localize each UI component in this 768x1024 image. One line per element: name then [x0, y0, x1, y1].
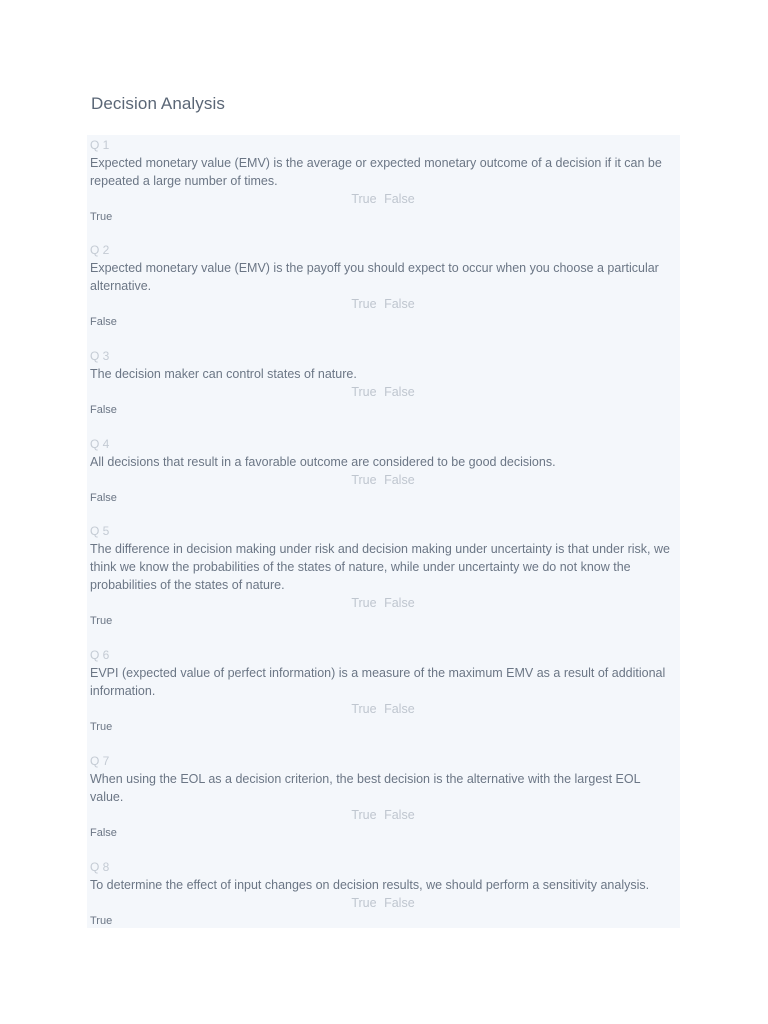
choice-group: [90, 806, 676, 824]
choice-false[interactable]: False: [384, 596, 415, 610]
answer-label: False: [90, 827, 117, 839]
question-item: [90, 242, 676, 330]
choice-true[interactable]: True: [351, 473, 377, 487]
choice-true[interactable]: True: [351, 297, 377, 311]
choice-group: [90, 594, 676, 612]
choice-false[interactable]: False: [384, 808, 415, 822]
question-text: When using the EOL as a decision criterion, the best decision is the alternative with the largest EOL value.: [90, 772, 641, 804]
choice-true[interactable]: True: [351, 192, 377, 206]
choice-group: [90, 471, 676, 489]
question-item: [90, 753, 676, 841]
choice-true[interactable]: True: [351, 702, 377, 716]
question-text: Expected monetary value (EMV) is the payoff you should expect to occur when you choose a particular alternative.: [90, 261, 659, 293]
question-number: Q 8: [90, 860, 110, 874]
question-text: All decisions that result in a favorable outcome are considered to be good decisions.: [90, 455, 556, 469]
question-item: [90, 647, 676, 735]
answer-label: True: [90, 915, 113, 927]
question-number: Q 3: [90, 349, 110, 363]
quiz-panel: [87, 135, 680, 928]
question-item: [90, 348, 676, 418]
answer-label: False: [90, 492, 117, 504]
answer-label: True: [90, 721, 113, 733]
choice-group: [90, 295, 676, 313]
choice-group: [90, 894, 676, 912]
choice-false[interactable]: False: [384, 702, 415, 716]
question-text: The decision maker can control states of nature.: [90, 367, 357, 381]
answer-label: False: [90, 316, 117, 328]
choice-true[interactable]: True: [351, 896, 377, 910]
choice-group: [90, 383, 676, 401]
question-text: The difference in decision making under risk and decision making under uncertainty is that under risk, we think we know the probabilities of the states of nature, while under uncertainty we do not know the probabilities of the states of nature.: [90, 542, 670, 592]
question-number: Q 2: [90, 243, 110, 257]
choice-false[interactable]: False: [384, 473, 415, 487]
question-number: Q 7: [90, 754, 110, 768]
choice-group: [90, 700, 676, 718]
choice-group: [90, 190, 676, 208]
answer-label: False: [90, 404, 117, 416]
answer-label: True: [90, 615, 113, 627]
choice-true[interactable]: True: [351, 596, 377, 610]
choice-false[interactable]: False: [384, 896, 415, 910]
question-item: [90, 523, 676, 629]
choice-false[interactable]: False: [384, 297, 415, 311]
question-item: [90, 436, 676, 506]
choice-false[interactable]: False: [384, 192, 415, 206]
choice-true[interactable]: True: [351, 385, 377, 399]
question-item: [90, 859, 676, 929]
question-number: Q 4: [90, 437, 110, 451]
question-item: [90, 137, 676, 225]
question-text: To determine the effect of input changes on decision results, we should perform a sensitivity analysis.: [90, 878, 650, 892]
choice-true[interactable]: True: [351, 808, 377, 822]
page-title: Decision Analysis: [91, 94, 225, 113]
choice-false[interactable]: False: [384, 385, 415, 399]
question-text: Expected monetary value (EMV) is the average or expected monetary outcome of a decision if it can be repeated a large number of times.: [90, 156, 662, 188]
answer-label: True: [90, 211, 113, 223]
question-number: Q 1: [90, 138, 110, 152]
question-number: Q 6: [90, 648, 110, 662]
question-text: EVPI (expected value of perfect information) is a measure of the maximum EMV as a result of additional information.: [90, 666, 666, 698]
question-number: Q 5: [90, 524, 110, 538]
